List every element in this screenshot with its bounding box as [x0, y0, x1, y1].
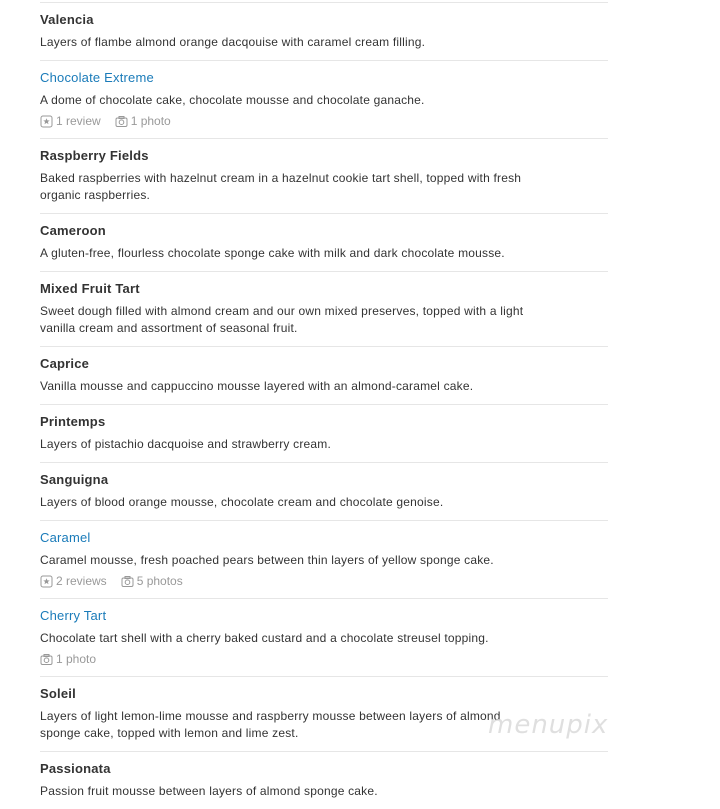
- menu-item: [40, 521, 608, 599]
- menu-item-name-link[interactable]: Chocolate Extreme: [40, 70, 154, 85]
- camera-icon: [115, 115, 128, 128]
- reviews-link[interactable]: [40, 113, 101, 129]
- menu-item-description: Vanilla mousse and cappuccino mousse layered with an almond-caramel cake.: [40, 379, 474, 393]
- review-star-icon: [40, 575, 53, 588]
- menu-item-meta: [40, 113, 608, 129]
- menu-item-name: Valencia: [40, 12, 94, 27]
- menu-item-name-link[interactable]: Cherry Tart: [40, 608, 107, 623]
- menu-item-description: Sweet dough filled with almond cream and our own mixed preserves, topped with a light vanilla cream and assortment of seasonal fruit.: [40, 304, 524, 335]
- menu-item-description: Layers of blood orange mousse, chocolate cream and chocolate genoise.: [40, 495, 444, 509]
- reviews-count: 2 reviews: [56, 574, 107, 588]
- menu-item-name: Passionata: [40, 761, 111, 776]
- reviews-count: 1 review: [56, 114, 101, 128]
- menu-item-description: Layers of pistachio dacquoise and strawberry cream.: [40, 437, 332, 451]
- menu-item: [40, 752, 608, 809]
- photos-link[interactable]: [115, 113, 171, 129]
- menu-item-name: Mixed Fruit Tart: [40, 281, 140, 296]
- menu-item-meta: [40, 651, 608, 667]
- menu-item-meta: [40, 573, 608, 589]
- menu-item-description: Baked raspberries with hazelnut cream in a hazelnut cookie tart shell, topped with fresh organic raspberries.: [40, 171, 522, 202]
- menu-item: [40, 139, 608, 214]
- photos-link[interactable]: [121, 573, 183, 589]
- menu-list: [40, 2, 608, 809]
- menu-item-description: Caramel mousse, fresh poached pears between thin layers of yellow sponge cake.: [40, 553, 494, 567]
- menu-item-name-link[interactable]: Caramel: [40, 530, 91, 545]
- menu-item-description: A dome of chocolate cake, chocolate mousse and chocolate ganache.: [40, 93, 425, 107]
- photos-count: 1 photo: [56, 652, 97, 666]
- menu-item-name: Raspberry Fields: [40, 148, 149, 163]
- menu-item-description: Layers of flambe almond orange dacqouise with caramel cream filling.: [40, 35, 426, 49]
- menu-item: [40, 214, 608, 272]
- menu-item: [40, 272, 608, 347]
- camera-icon: [40, 653, 53, 666]
- menu-item-name: Soleil: [40, 686, 76, 701]
- menu-item-name: Cameroon: [40, 223, 106, 238]
- menu-item-description: Passion fruit mousse between layers of almond sponge cake.: [40, 784, 378, 798]
- menu-item-description: Chocolate tart shell with a cherry baked custard and a chocolate streusel topping.: [40, 631, 489, 645]
- photos-link[interactable]: [40, 651, 96, 667]
- menu-item-description: Layers of light lemon-lime mousse and raspberry mousse between layers of almond sponge cake, topped with lemon and lime zest.: [40, 709, 501, 740]
- menu-item-name: Sanguigna: [40, 472, 109, 487]
- menu-item: [40, 61, 608, 139]
- menu-item: [40, 347, 608, 405]
- review-star-icon: [40, 115, 53, 128]
- camera-icon: [121, 575, 134, 588]
- photos-count: 5 photos: [136, 574, 183, 588]
- reviews-link[interactable]: [40, 573, 107, 589]
- menu-item: [40, 463, 608, 521]
- menu-item: [40, 599, 608, 677]
- menu-item: [40, 405, 608, 463]
- menu-item-description: A gluten-free, flourless chocolate sponge cake with milk and dark chocolate mousse.: [40, 246, 505, 260]
- menu-item-name: Caprice: [40, 356, 90, 371]
- menu-item-name: Printemps: [40, 414, 106, 429]
- menu-item: [40, 3, 608, 61]
- photos-count: 1 photo: [130, 114, 171, 128]
- watermark: menupix: [488, 710, 609, 740]
